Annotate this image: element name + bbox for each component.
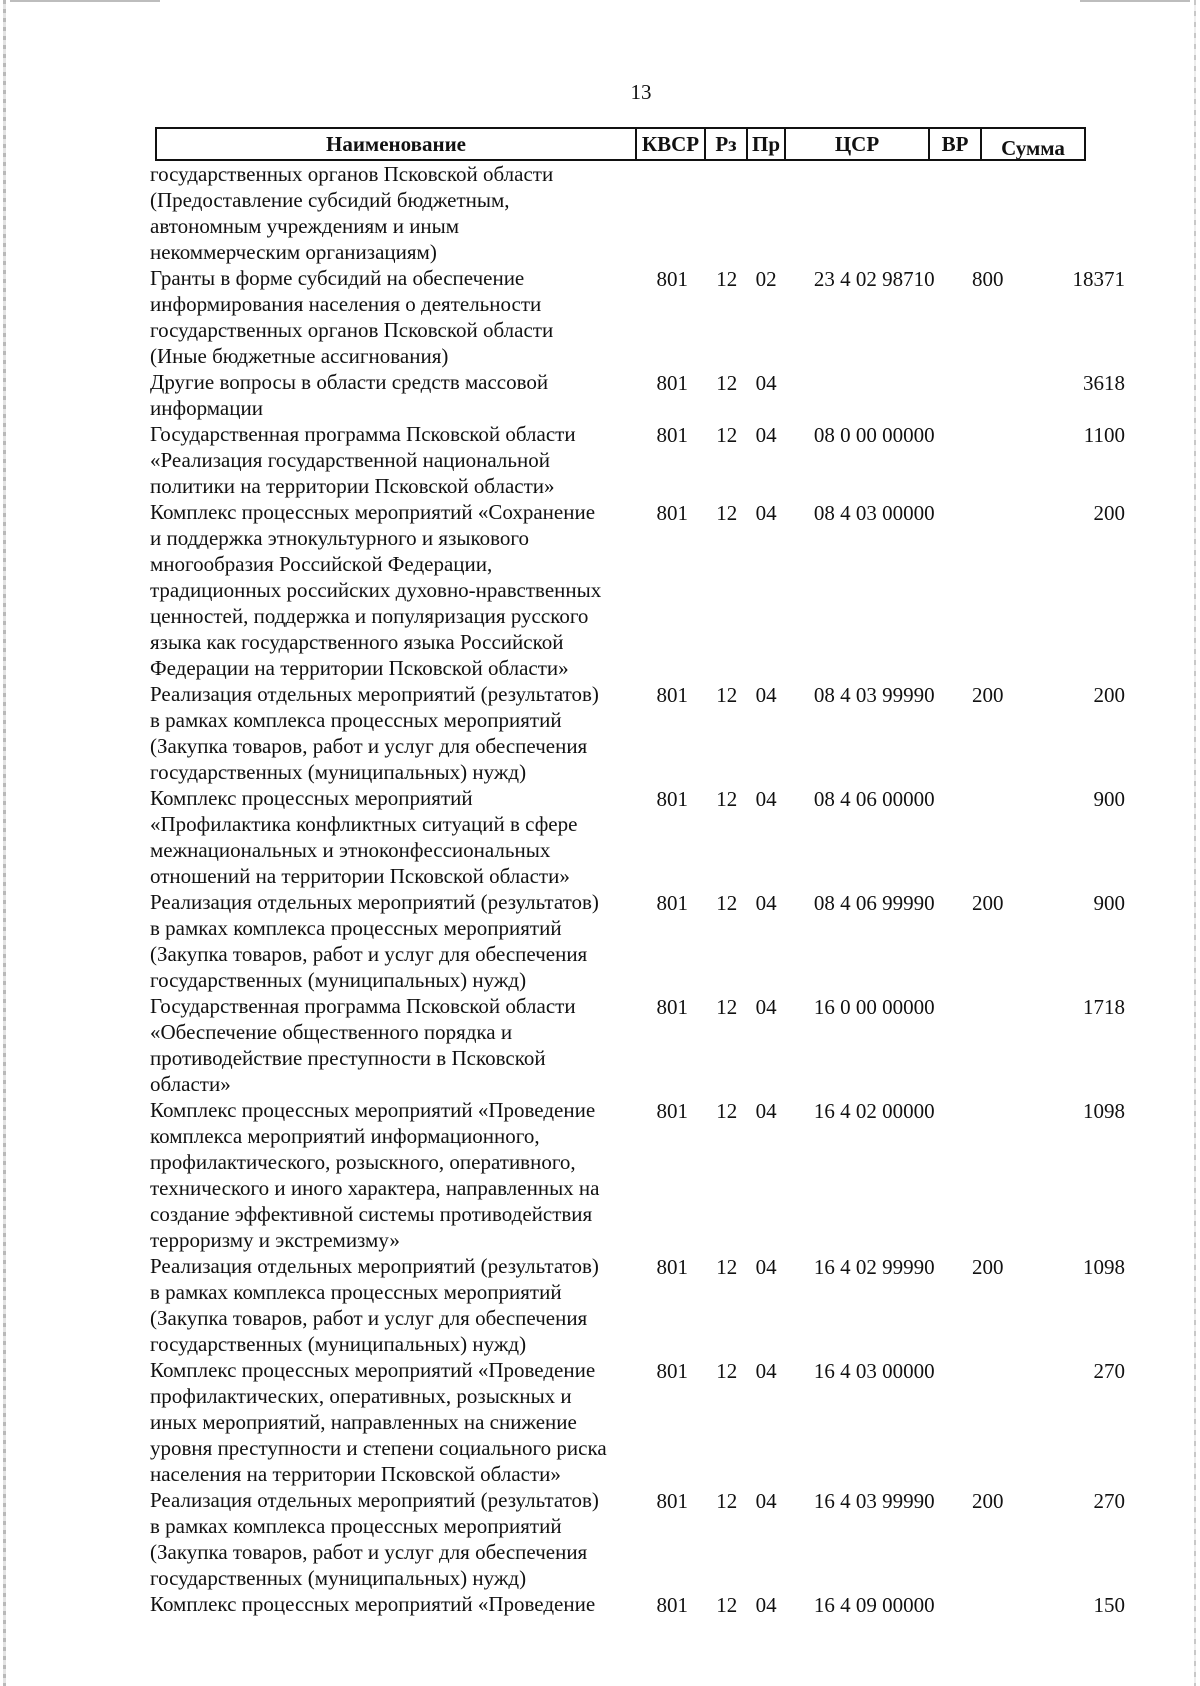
table-row (150, 889, 1125, 993)
row-name (150, 161, 634, 265)
row-name-line: терроризму и экстремизму» (150, 1228, 400, 1252)
row-csr (814, 369, 962, 421)
row-name (150, 993, 634, 1097)
header-kvsr: КВСР (635, 127, 706, 161)
table-row (150, 265, 1125, 369)
row-pr: 04 (755, 1489, 777, 1513)
row-name-line: Государственная программа Псковской области (150, 994, 576, 1018)
row-name-line: межнациональных и этноконфессиональных (150, 838, 551, 862)
row-pr: 04 (755, 1359, 777, 1383)
scan-top-edge-left (10, 0, 160, 2)
table-row (150, 1357, 1125, 1487)
row-name-line: комплекса мероприятий информационного, (150, 1124, 540, 1148)
row-name-line: (Закупка товаров, работ и услуг для обеспечения (150, 942, 588, 966)
row-name-line: населения на территории Псковской области» (150, 1462, 561, 1486)
row-name-line: (Предоставление субсидий бюджетным, (150, 188, 510, 212)
table-row (150, 1487, 1125, 1591)
row-pr: 04 (755, 995, 777, 1019)
row-kvsr: 801 (656, 683, 689, 707)
row-name-line: и поддержка этнокультурного и языкового (150, 526, 529, 550)
row-vr (968, 1097, 1007, 1253)
row-name-line: иных мероприятий, направленных на снижение (150, 1410, 577, 1434)
row-sum: 1718 (1083, 995, 1126, 1019)
row-csr: 16 4 02 99990 (813, 1255, 935, 1279)
row-pr: 04 (755, 1099, 777, 1123)
row-name-line: государственных (муниципальных) нужд) (150, 968, 527, 992)
row-vr (968, 993, 1007, 1097)
row-name (150, 421, 634, 499)
row-vr (968, 499, 1007, 681)
scan-right-edge (1194, 0, 1196, 1686)
row-name-line: Реализация отдельных мероприятий (результатов) (150, 1254, 599, 1278)
row-sum: 1098 (1083, 1255, 1126, 1279)
table-row (150, 421, 1125, 499)
row-name-line: Реализация отдельных мероприятий (результатов) (150, 682, 599, 706)
row-name-line: политики на территории Псковской области» (150, 474, 555, 498)
header-pr: Пр (746, 127, 786, 161)
row-vr (968, 1357, 1007, 1487)
row-kvsr: 801 (656, 891, 689, 915)
row-name-line: (Закупка товаров, работ и услуг для обеспечения (150, 1306, 588, 1330)
row-rz: 12 (716, 891, 738, 915)
row-rz: 12 (716, 371, 738, 395)
row-pr: 04 (755, 683, 777, 707)
row-name-line: (Закупка товаров, работ и услуг для обеспечения (150, 734, 588, 758)
row-pr: 04 (755, 1255, 777, 1279)
row-name-line: Реализация отдельных мероприятий (результатов) (150, 890, 599, 914)
row-name-line: Комплекс процессных мероприятий (150, 786, 473, 810)
row-kvsr: 801 (656, 371, 689, 395)
row-vr (968, 369, 1007, 421)
row-name-line: информирования населения о деятельности (150, 292, 542, 316)
row-name-line: «Обеспечение общественного порядка и (150, 1020, 513, 1044)
row-vr: 200 (971, 1255, 1004, 1279)
row-kvsr: 801 (656, 1359, 689, 1383)
row-name (150, 1487, 634, 1591)
row-name-line: профилактического, розыскного, оперативного, (150, 1150, 576, 1174)
row-name (150, 1097, 634, 1253)
row-rz: 12 (716, 501, 738, 525)
row-vr (968, 1591, 1007, 1618)
row-name-line: (Иные бюджетные ассигнования) (150, 344, 449, 368)
row-vr: 200 (971, 683, 1004, 707)
row-name-line: области» (150, 1072, 231, 1096)
row-pr (746, 161, 785, 265)
row-name-line: Комплекс процессных мероприятий «Проведение (150, 1098, 596, 1122)
row-name-line: информации (150, 396, 263, 420)
row-name-line: Государственная программа Псковской области (150, 422, 576, 446)
row-name (150, 1253, 634, 1357)
row-name-line: уровня преступности и степени социального риска (150, 1436, 607, 1460)
header-vr: ВР (928, 127, 982, 161)
row-name-line: противодействие преступности в Псковской (150, 1046, 546, 1070)
row-csr: 08 4 03 99990 (813, 683, 935, 707)
row-name-line: «Профилактика конфликтных ситуаций в сфере (150, 812, 578, 836)
row-csr: 16 4 02 00000 (813, 1099, 935, 1123)
row-kvsr: 801 (656, 267, 689, 291)
row-csr (814, 161, 962, 265)
row-pr: 04 (755, 371, 777, 395)
table-row (150, 785, 1125, 889)
row-sum: 200 (1093, 501, 1126, 525)
row-pr: 04 (755, 423, 777, 447)
table-row (150, 1253, 1125, 1357)
row-csr: 08 4 06 99990 (813, 891, 935, 915)
row-rz: 12 (716, 1099, 738, 1123)
scan-top-edge-right (1080, 0, 1190, 2)
row-name (150, 785, 634, 889)
row-name (150, 369, 634, 421)
row-kvsr: 801 (656, 423, 689, 447)
row-vr (968, 421, 1007, 499)
row-name-line: Реализация отдельных мероприятий (результатов) (150, 1488, 599, 1512)
row-csr: 16 4 09 00000 (813, 1593, 935, 1617)
row-rz: 12 (716, 1359, 738, 1383)
row-kvsr: 801 (656, 1099, 689, 1123)
row-name-line: Комплекс процессных мероприятий «Проведение (150, 1592, 596, 1616)
row-rz: 12 (716, 1255, 738, 1279)
row-name-line: многообразия Российской Федерации, (150, 552, 493, 576)
page-number: 13 (630, 80, 652, 104)
table-row (150, 499, 1125, 681)
row-name-line: языка как государственного языка Российской (150, 630, 564, 654)
row-vr: 200 (971, 891, 1004, 915)
row-kvsr: 801 (656, 501, 689, 525)
row-name-line: в рамках комплекса процессных мероприятий (150, 708, 562, 732)
row-name-line: государственных органов Псковской области (150, 162, 554, 186)
row-name-line: некоммерческим организациям) (150, 240, 437, 264)
row-vr (968, 785, 1007, 889)
row-sum: 3618 (1083, 371, 1126, 395)
row-name (150, 1357, 634, 1487)
row-rz (707, 161, 746, 265)
row-name (150, 499, 634, 681)
row-pr: 04 (755, 787, 777, 811)
table-row (150, 161, 1125, 265)
row-pr: 04 (755, 1593, 777, 1617)
row-name-line: технического и иного характера, направленных на (150, 1176, 600, 1200)
row-csr: 08 4 03 00000 (813, 501, 935, 525)
table-row (150, 1097, 1125, 1253)
row-rz: 12 (716, 1489, 738, 1513)
row-csr: 23 4 02 98710 (813, 267, 935, 291)
table-body (150, 161, 1125, 1618)
header-csr: ЦСР (784, 127, 930, 161)
header-name: Наименование (155, 127, 637, 161)
row-rz: 12 (716, 995, 738, 1019)
row-vr: 800 (971, 267, 1004, 291)
row-sum: 1100 (1083, 423, 1126, 447)
row-name-line: в рамках комплекса процессных мероприятий (150, 1280, 562, 1304)
row-name-line: создание эффективной системы противодействия (150, 1202, 593, 1226)
row-rz: 12 (716, 683, 738, 707)
row-kvsr (648, 161, 697, 265)
row-rz: 12 (716, 423, 738, 447)
row-name-line: Комплекс процессных мероприятий «Проведение (150, 1358, 596, 1382)
row-kvsr: 801 (656, 1255, 689, 1279)
row-pr: 02 (755, 267, 777, 291)
row-name-line: Другие вопросы в области средств массовой (150, 370, 549, 394)
row-csr: 16 4 03 99990 (813, 1489, 935, 1513)
row-sum: 1098 (1083, 1099, 1126, 1123)
header-sum (980, 127, 1086, 161)
row-name-line: автономным учреждениям и иным (150, 214, 460, 238)
row-name-line: традиционных российских духовно-нравственных (150, 578, 602, 602)
row-sum (1016, 161, 1125, 265)
row-name-line: государственных (муниципальных) нужд) (150, 1566, 527, 1590)
row-csr: 08 0 00 00000 (813, 423, 935, 447)
row-name-line: профилактических, оперативных, розыскных и (150, 1384, 572, 1408)
row-name-line: государственных органов Псковской области (150, 318, 554, 342)
row-name-line: Гранты в форме субсидий на обеспечение (150, 266, 525, 290)
row-rz: 12 (716, 1593, 738, 1617)
row-vr (968, 161, 1007, 265)
row-sum: 200 (1093, 683, 1126, 707)
row-sum: 150 (1093, 1593, 1126, 1617)
table-row (150, 369, 1125, 421)
row-pr: 04 (755, 501, 777, 525)
row-name-line: Федерации на территории Псковской области» (150, 656, 569, 680)
scan-left-edge (3, 0, 6, 1686)
row-sum: 270 (1093, 1489, 1126, 1513)
row-name-line: в рамках комплекса процессных мероприятий (150, 916, 562, 940)
row-name-line: отношений на территории Псковской области» (150, 864, 570, 888)
row-pr: 04 (755, 891, 777, 915)
row-name (150, 1591, 634, 1618)
row-name-line: ценностей, поддержка и популяризация русского (150, 604, 589, 628)
row-sum: 270 (1093, 1359, 1126, 1383)
table-header (155, 127, 1092, 161)
header-sum-label: Сумма (1001, 135, 1065, 160)
row-rz: 12 (716, 267, 738, 291)
row-name-line: государственных (муниципальных) нужд) (150, 760, 527, 784)
row-name (150, 265, 634, 369)
row-sum: 900 (1093, 891, 1126, 915)
row-name-line: государственных (муниципальных) нужд) (150, 1332, 527, 1356)
row-kvsr: 801 (656, 995, 689, 1019)
row-csr: 16 0 00 00000 (813, 995, 935, 1019)
row-name-line: в рамках комплекса процессных мероприятий (150, 1514, 562, 1538)
row-csr: 08 4 06 00000 (813, 787, 935, 811)
row-kvsr: 801 (656, 1593, 689, 1617)
row-name-line: Комплекс процессных мероприятий «Сохранение (150, 500, 596, 524)
row-name (150, 681, 634, 785)
row-name-line: «Реализация государственной национальной (150, 448, 550, 472)
row-kvsr: 801 (656, 787, 689, 811)
table-row (150, 993, 1125, 1097)
row-kvsr: 801 (656, 1489, 689, 1513)
row-rz: 12 (716, 787, 738, 811)
table-row (150, 1591, 1125, 1618)
row-name (150, 889, 634, 993)
row-sum: 18371 (1072, 267, 1126, 291)
row-sum: 900 (1093, 787, 1126, 811)
row-csr: 16 4 03 00000 (813, 1359, 935, 1383)
row-vr: 200 (971, 1489, 1004, 1513)
table-row (150, 681, 1125, 785)
row-name-line: (Закупка товаров, работ и услуг для обеспечения (150, 1540, 588, 1564)
header-rz: Рз (704, 127, 748, 161)
